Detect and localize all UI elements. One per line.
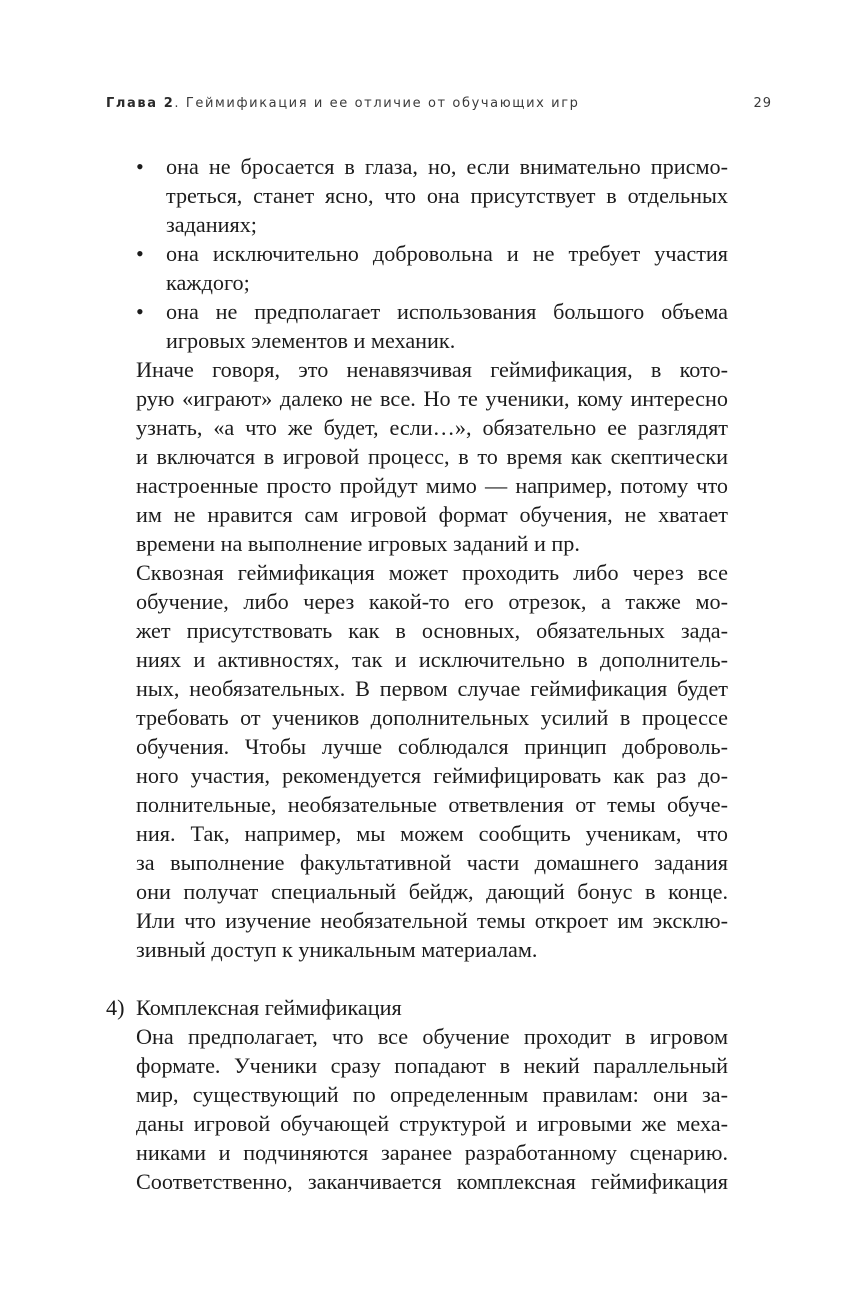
paragraph-line: им не нравится сам игровой формат обучения, не хватает (136, 502, 728, 527)
paragraph-line: настроенные просто пройдут мимо — например, потому что (136, 473, 728, 498)
list-item-line: • она не предполагает использования большого объема (136, 299, 728, 324)
paragraph-line: они получат специальный бейдж, дающий бонус в конце. (136, 879, 728, 904)
chapter-title: . Геймификация и ее отличие от обучающих игр (174, 96, 580, 111)
section-spacer (136, 964, 728, 993)
paragraph-line: Соответственно, заканчивается комплексная геймификация (136, 1169, 728, 1194)
list-item-line: • она не бросается в глаза, но, если внимательно присмо- (136, 154, 728, 179)
section-title: Комплексная геймификация (136, 995, 402, 1020)
running-header (106, 96, 772, 116)
paragraph-line: мир, существующий по определенным правилам: они за- (136, 1082, 728, 1107)
paragraph-line: даны игровой обучающей структурой и игровыми же меха- (136, 1111, 728, 1136)
paragraph-line: обучение, либо через какой-то его отрезок, а также мо- (136, 589, 728, 614)
paragraph-line: Или что изучение необязательной темы откроет им эксклю- (136, 908, 728, 933)
list-item-line: игровых элементов и механик. (166, 328, 456, 353)
paragraph-line: времени на выполнение игровых заданий и пр. (136, 531, 580, 556)
paragraph (136, 558, 728, 964)
page-number: 29 (753, 96, 772, 111)
paragraph-line: узнать, «а что же будет, если…», обязательно ее разглядят (136, 415, 728, 440)
paragraph (136, 355, 728, 558)
bullet-marker: • (136, 154, 144, 179)
paragraph-line: Она предполагает, что все обучение проходит в игровом (136, 1024, 728, 1049)
bullet-marker: • (136, 241, 144, 266)
paragraph-line: ниях и активностях, так и исключительно в дополнитель- (136, 647, 728, 672)
paragraph-line: формате. Ученики сразу попадают в некий параллельный (136, 1053, 728, 1078)
paragraph-line: Иначе говоря, это ненавязчивая геймификация, в кото- (136, 357, 728, 382)
list-item (136, 239, 728, 297)
paragraph-line: полнительные, необязательные ответвления от темы обуче- (136, 792, 728, 817)
list-item (136, 152, 728, 239)
paragraph-line: никами и подчиняются заранее разработанному сценарию. (136, 1140, 728, 1165)
list-item (136, 297, 728, 355)
paragraph-line: за выполнение факультативной части домашнего задания (136, 850, 728, 875)
paragraph-line: и включатся в игровой процесс, в то время как скептически (136, 444, 728, 469)
chapter-label: Глава 2 (106, 96, 175, 111)
numbered-section (106, 993, 728, 1196)
paragraph-line: Сквозная геймификация может проходить либо через все (136, 560, 728, 585)
list-item-line: • она исключительно добровольна и не требует участия (136, 241, 728, 266)
paragraph-line: ния. Так, например, мы можем сообщить ученикам, что (136, 821, 728, 846)
paragraph-line: зивный доступ к уникальным материалам. (136, 937, 538, 962)
list-item-line: заданиях; (166, 212, 257, 237)
section-number: 4) (106, 995, 125, 1020)
list-item-line: треться, станет ясно, что она присутствует в отдельных (166, 183, 728, 208)
section-heading (106, 993, 728, 1022)
paragraph-line: требовать от учеников дополнительных усилий в процессе (136, 705, 728, 730)
paragraph-line: рую «играют» далеко не все. Но те ученики, кому интересно (136, 386, 728, 411)
bullet-marker: • (136, 299, 144, 324)
page-body (106, 152, 728, 1196)
paragraph-line: ных, необязательных. В первом случае геймификация будет (136, 676, 728, 701)
paragraph-line: жет присутствовать как в основных, обязательных зада- (136, 618, 728, 643)
paragraph-line: обучения. Чтобы лучше соблюдался принцип доброволь- (136, 734, 728, 759)
list-item-line: каждого; (166, 270, 250, 295)
bullet-list (136, 152, 728, 355)
paragraph-line: ного участия, рекомендуется геймифицировать как раз до- (136, 763, 728, 788)
